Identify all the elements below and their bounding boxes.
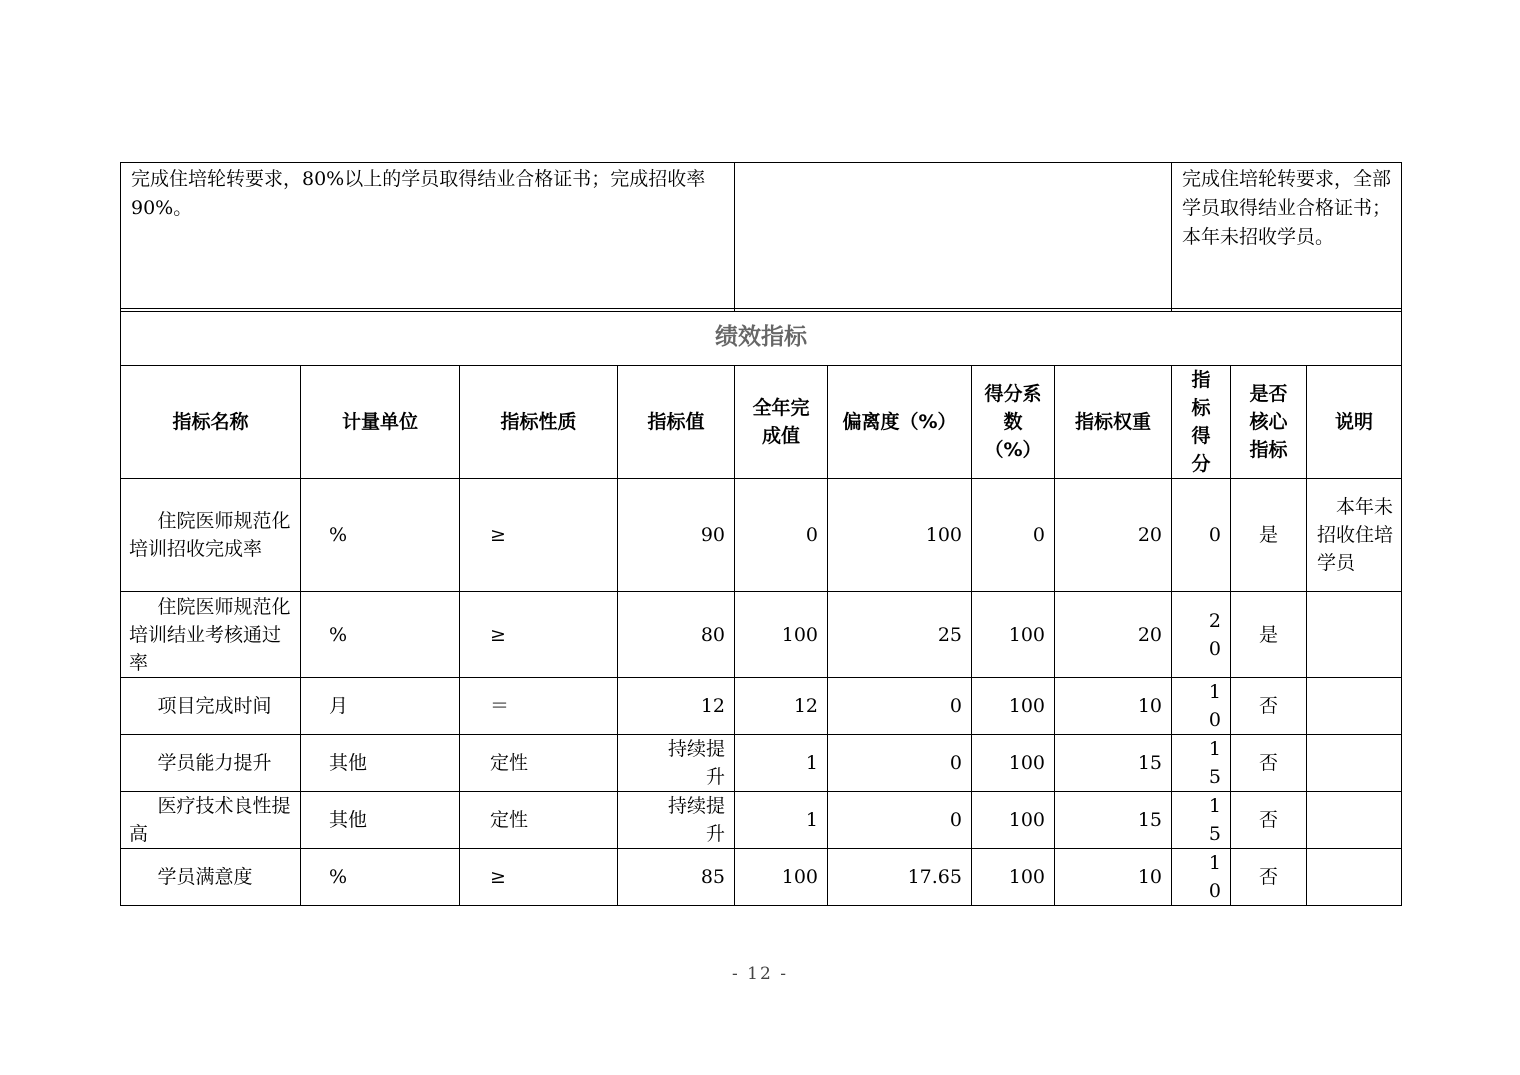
indicator-score-text: 15 bbox=[1208, 738, 1221, 788]
indicator-name: 住院医师规范化培训结业考核通过率 bbox=[121, 592, 301, 678]
indicator-name: 学员满意度 bbox=[121, 849, 301, 906]
indicator-score-text: 10 bbox=[1208, 852, 1221, 902]
middle-goal-cell bbox=[735, 163, 1172, 312]
header-coef-text: 得分系数（%） bbox=[984, 383, 1042, 461]
header-score bbox=[1172, 366, 1231, 479]
indicator-note bbox=[1307, 479, 1402, 592]
indicator-unit: % bbox=[301, 592, 460, 678]
indicator-weight: 20 bbox=[1055, 592, 1172, 678]
header-value: 指标值 bbox=[618, 366, 735, 479]
indicator-actual: 12 bbox=[735, 678, 828, 735]
indicator-score bbox=[1172, 592, 1231, 678]
indicator-actual: 0 bbox=[735, 479, 828, 592]
indicator-value: 90 bbox=[618, 479, 735, 592]
header-weight: 指标权重 bbox=[1055, 366, 1172, 479]
header-nature: 指标性质 bbox=[460, 366, 618, 479]
indicator-deviation: 0 bbox=[828, 735, 972, 792]
planned-goal-cell bbox=[121, 163, 735, 312]
indicator-unit: % bbox=[301, 849, 460, 906]
indicator-core: 是 bbox=[1231, 592, 1307, 678]
indicator-note bbox=[1307, 592, 1402, 678]
indicator-deviation: 100 bbox=[828, 479, 972, 592]
indicator-actual: 1 bbox=[735, 792, 828, 849]
header-deviation: 偏离度（%） bbox=[828, 366, 972, 479]
header-coef bbox=[972, 366, 1055, 479]
indicator-note bbox=[1307, 678, 1402, 735]
performance-table bbox=[120, 308, 1402, 906]
header-actual bbox=[735, 366, 828, 479]
indicator-weight: 15 bbox=[1055, 792, 1172, 849]
indicator-coef: 100 bbox=[972, 849, 1055, 906]
indicator-note bbox=[1307, 792, 1402, 849]
indicator-core: 否 bbox=[1231, 792, 1307, 849]
page-number: - 12 - bbox=[732, 964, 788, 984]
indicator-nature: ≥ bbox=[460, 479, 618, 592]
indicator-name: 住院医师规范化培训招收完成率 bbox=[121, 479, 301, 592]
indicator-coef: 100 bbox=[972, 792, 1055, 849]
table-row bbox=[121, 592, 1402, 678]
indicator-actual: 100 bbox=[735, 849, 828, 906]
header-core-text: 是否核心指标 bbox=[1249, 383, 1288, 461]
performance-title: 绩效指标 bbox=[715, 323, 807, 350]
indicator-score-text: 20 bbox=[1208, 609, 1221, 660]
actual-goal-cell bbox=[1172, 163, 1402, 312]
indicator-coef: 100 bbox=[972, 735, 1055, 792]
indicator-nature: ≥ bbox=[460, 592, 618, 678]
indicator-note bbox=[1307, 735, 1402, 792]
header-score-text: 指标得分 bbox=[1191, 369, 1211, 475]
indicator-deviation: 25 bbox=[828, 592, 972, 678]
indicator-coef: 100 bbox=[972, 592, 1055, 678]
indicator-name: 学员能力提升 bbox=[121, 735, 301, 792]
indicator-core: 是 bbox=[1231, 479, 1307, 592]
indicator-nature: ＝ bbox=[460, 678, 618, 735]
header-actual-text: 全年完成值 bbox=[752, 397, 810, 447]
indicator-actual: 1 bbox=[735, 735, 828, 792]
indicator-value: 85 bbox=[618, 849, 735, 906]
indicator-score: 0 bbox=[1172, 479, 1231, 592]
table-row bbox=[121, 479, 1402, 592]
table-row bbox=[121, 792, 1402, 849]
indicator-deviation: 0 bbox=[828, 792, 972, 849]
indicator-actual: 100 bbox=[735, 592, 828, 678]
indicator-coef: 100 bbox=[972, 678, 1055, 735]
indicator-nature: ≥ bbox=[460, 849, 618, 906]
table-row bbox=[121, 678, 1402, 735]
indicator-score bbox=[1172, 792, 1231, 849]
table-row bbox=[121, 849, 1402, 906]
indicator-weight: 10 bbox=[1055, 678, 1172, 735]
indicator-value: 80 bbox=[618, 592, 735, 678]
planned-goal-text: 完成住培轮转要求，80%以上的学员取得结业合格证书；完成招收率90%。 bbox=[131, 168, 706, 219]
indicator-weight: 20 bbox=[1055, 479, 1172, 592]
indicator-note-text: 本年未招收住培学员 bbox=[1317, 496, 1394, 574]
performance-title-cell bbox=[121, 309, 1402, 366]
indicator-unit: 其他 bbox=[301, 792, 460, 849]
indicator-score bbox=[1172, 849, 1231, 906]
indicator-score-text: 15 bbox=[1208, 795, 1221, 845]
indicator-score bbox=[1172, 735, 1231, 792]
indicator-name: 医疗技术良性提高 bbox=[121, 792, 301, 849]
indicator-deviation: 0 bbox=[828, 678, 972, 735]
actual-goal-text: 完成住培轮转要求，全部学员取得结业合格证书；本年未招收学员。 bbox=[1182, 168, 1392, 248]
indicator-value bbox=[618, 735, 735, 792]
indicator-unit: 月 bbox=[301, 678, 460, 735]
indicator-value-text: 持续提升 bbox=[667, 738, 725, 788]
indicator-unit: % bbox=[301, 479, 460, 592]
indicator-score-text: 10 bbox=[1208, 681, 1221, 731]
indicator-core: 否 bbox=[1231, 735, 1307, 792]
indicator-weight: 10 bbox=[1055, 849, 1172, 906]
table-row bbox=[121, 735, 1402, 792]
indicator-coef: 0 bbox=[972, 479, 1055, 592]
indicator-value-text: 持续提升 bbox=[667, 795, 725, 845]
indicator-name: 项目完成时间 bbox=[121, 678, 301, 735]
goals-table bbox=[120, 162, 1402, 312]
indicator-score bbox=[1172, 678, 1231, 735]
header-core bbox=[1231, 366, 1307, 479]
header-note: 说明 bbox=[1307, 366, 1402, 479]
header-row bbox=[121, 366, 1402, 479]
indicator-note bbox=[1307, 849, 1402, 906]
indicator-nature: 定性 bbox=[460, 735, 618, 792]
header-unit: 计量单位 bbox=[301, 366, 460, 479]
indicator-core: 否 bbox=[1231, 678, 1307, 735]
indicator-value: 12 bbox=[618, 678, 735, 735]
indicator-weight: 15 bbox=[1055, 735, 1172, 792]
indicator-deviation: 17.65 bbox=[828, 849, 972, 906]
header-name: 指标名称 bbox=[121, 366, 301, 479]
indicator-unit: 其他 bbox=[301, 735, 460, 792]
indicator-core: 否 bbox=[1231, 849, 1307, 906]
indicator-nature: 定性 bbox=[460, 792, 618, 849]
indicator-value bbox=[618, 792, 735, 849]
